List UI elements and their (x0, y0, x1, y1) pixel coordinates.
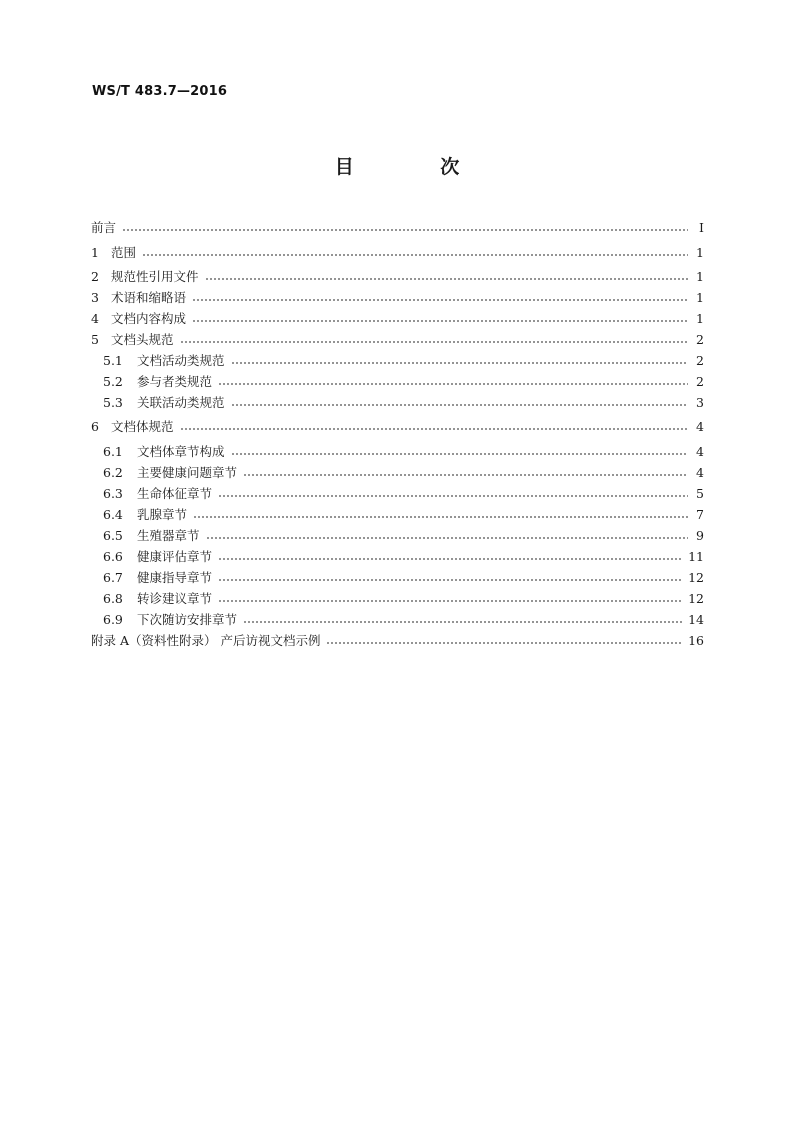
toc-entry[interactable] (91, 630, 704, 650)
dot-leader (218, 593, 682, 603)
document-code: WS/T 483.7—2016 (92, 84, 228, 99)
dot-leader (231, 446, 688, 456)
dot-leader (231, 397, 688, 407)
toc-entry-label: 文档体章节构成 (137, 444, 225, 459)
toc-entry[interactable] (91, 217, 704, 237)
toc-entry-number: 2 (91, 268, 99, 284)
toc-entry-label: 前言 (91, 220, 117, 235)
toc-title: 目 次 (334, 156, 500, 178)
toc-entry-label: 下次随访安排章节 (137, 612, 238, 627)
toc-entry-page: 3 (696, 394, 704, 410)
toc-entry[interactable] (91, 462, 704, 482)
dot-leader (243, 614, 682, 624)
toc-entry-number: 6.9 (103, 611, 123, 627)
toc-entry[interactable] (91, 266, 704, 286)
dot-leader (180, 421, 688, 431)
toc-entry-label: 关联活动类规范 (137, 395, 225, 410)
toc-entry-number: 5.3 (103, 394, 123, 410)
toc-entry[interactable] (91, 546, 704, 566)
toc-entry-page: 4 (696, 443, 704, 459)
toc-entry[interactable] (91, 567, 704, 587)
dot-leader (192, 292, 688, 302)
toc-entry-label: 附录 A（资料性附录） 产后访视文档示例 (91, 633, 321, 648)
toc-entry[interactable] (91, 441, 704, 461)
dot-leader (142, 247, 688, 257)
toc-entry-page: 5 (696, 485, 704, 501)
toc-entry-page: 2 (696, 373, 704, 389)
dot-leader (192, 313, 688, 323)
toc-entry-page: 1 (696, 289, 704, 305)
toc-entry[interactable] (91, 242, 704, 262)
toc-entry-number: 6.5 (103, 527, 123, 543)
toc-entry-label: 健康指导章节 (137, 570, 213, 585)
toc-entry[interactable] (91, 350, 704, 370)
toc-entry-label: 主要健康问题章节 (137, 465, 238, 480)
toc-entry-label: 文档内容构成 (111, 311, 187, 326)
toc-entry-label: 转诊建议章节 (137, 591, 213, 606)
toc-entry-page: 1 (696, 244, 704, 260)
toc-entry[interactable] (91, 588, 704, 608)
toc-entry-page: 12 (688, 569, 704, 585)
toc-entry-number: 5 (91, 331, 99, 347)
toc-entry-label: 生命体征章节 (137, 486, 213, 501)
toc-entry-number: 6.2 (103, 464, 123, 480)
toc-entry-page: Ⅰ (699, 219, 704, 235)
toc-entry[interactable] (91, 504, 704, 524)
toc-entry-page: 2 (696, 331, 704, 347)
toc-entry-number: 6.4 (103, 506, 123, 522)
toc-entry-label: 文档活动类规范 (137, 353, 225, 368)
toc-entry[interactable] (91, 287, 704, 307)
dot-leader (206, 530, 688, 540)
toc-entry-page: 14 (688, 611, 704, 627)
dot-leader (193, 509, 688, 519)
toc-entry[interactable] (91, 525, 704, 545)
toc-entry-number: 4 (91, 310, 99, 326)
toc-entry-number: 3 (91, 289, 99, 305)
table-of-contents (91, 0, 704, 1123)
toc-entry-label: 参与者类规范 (137, 374, 213, 389)
toc-entry-page: 16 (688, 632, 704, 648)
dot-leader (218, 572, 682, 582)
dot-leader (243, 467, 688, 477)
dot-leader (218, 488, 688, 498)
dot-leader (180, 334, 688, 344)
toc-entry-label: 生殖器章节 (137, 528, 200, 543)
toc-entry[interactable] (91, 392, 704, 412)
toc-entry-page: 4 (696, 418, 704, 434)
dot-leader (218, 551, 682, 561)
dot-leader (231, 355, 688, 365)
toc-entry-page: 1 (696, 268, 704, 284)
dot-leader (326, 635, 682, 645)
toc-entry-number: 1 (91, 244, 99, 260)
toc-entry-number: 6 (91, 418, 99, 434)
toc-entry-label: 乳腺章节 (137, 507, 188, 522)
toc-entry-number: 6.8 (103, 590, 123, 606)
toc-entry[interactable] (91, 371, 704, 391)
toc-entry-page: 4 (696, 464, 704, 480)
toc-entry-label: 文档头规范 (111, 332, 174, 347)
toc-entry-page: 1 (696, 310, 704, 326)
toc-entry[interactable] (91, 609, 704, 629)
toc-entry-number: 6.6 (103, 548, 123, 564)
toc-entry-number: 6.3 (103, 485, 123, 501)
toc-entry[interactable] (91, 329, 704, 349)
toc-entry-label: 健康评估章节 (137, 549, 213, 564)
dot-leader (122, 222, 688, 232)
toc-entry-number: 6.1 (103, 443, 123, 459)
toc-entry-number: 5.1 (103, 352, 123, 368)
toc-entry-page: 7 (696, 506, 704, 522)
toc-entry[interactable] (91, 308, 704, 328)
dot-leader (218, 376, 688, 386)
toc-entry-page: 9 (696, 527, 704, 543)
toc-entry-label: 范围 (111, 245, 137, 260)
toc-entry-label: 术语和缩略语 (111, 290, 187, 305)
toc-entry-label: 规范性引用文件 (111, 269, 199, 284)
toc-entry[interactable] (91, 483, 704, 503)
toc-entry-page: 2 (696, 352, 704, 368)
dot-leader (205, 271, 688, 281)
toc-entry-number: 6.7 (103, 569, 123, 585)
toc-entry-page: 12 (688, 590, 704, 606)
toc-entry-page: 11 (688, 548, 704, 564)
toc-entry[interactable] (91, 416, 704, 436)
toc-entry-label: 文档体规范 (111, 419, 174, 434)
toc-entry-number: 5.2 (103, 373, 123, 389)
